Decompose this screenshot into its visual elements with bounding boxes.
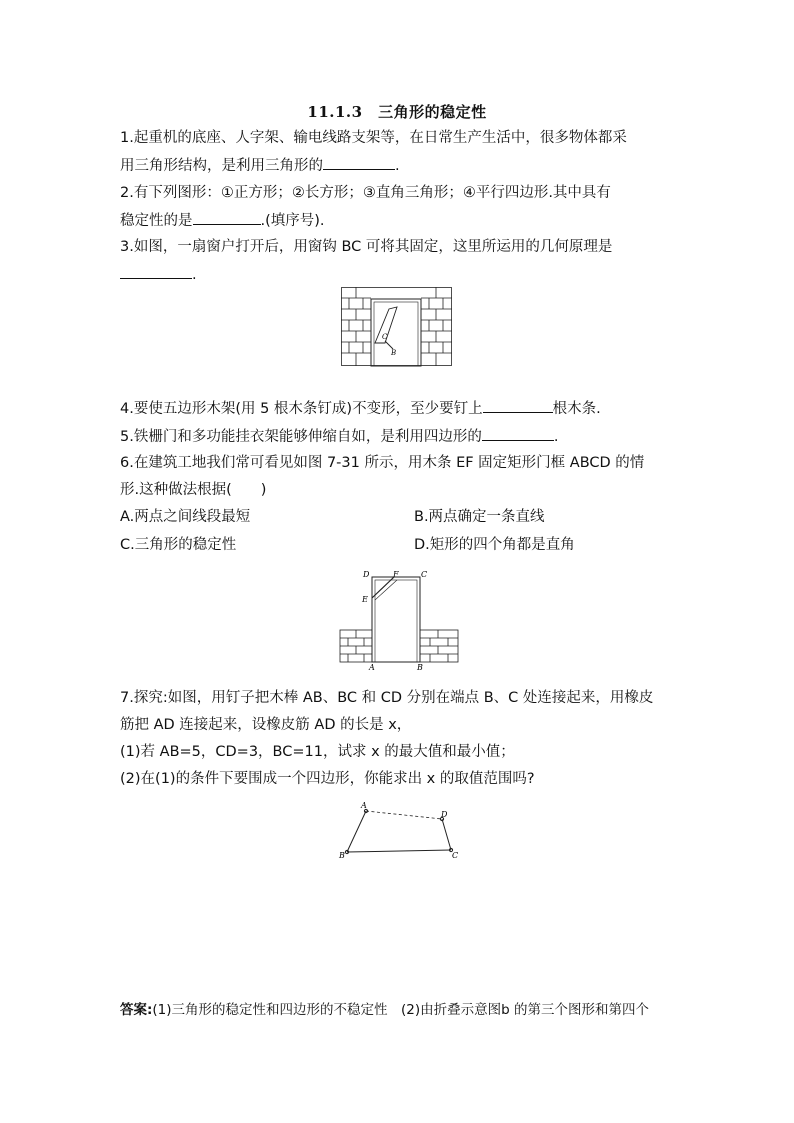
question-7-line-2: 筋把 AD 连接起来，设橡皮筋 AD 的长是 x，	[120, 717, 412, 733]
point-d-label: D	[441, 810, 448, 819]
option-c[interactable]: C.三角形的稳定性	[120, 537, 237, 553]
point-a-label: A	[361, 801, 367, 810]
option-d[interactable]: D.矩形的四个角都是直角	[414, 537, 575, 553]
point-d-label: D	[363, 570, 370, 579]
question-1-end: .	[395, 158, 400, 174]
segment-ab	[347, 811, 366, 852]
question-3-line-1: 3.如图，一扇窗户打开后，用窗钩 BC 可将其固定，这里所运用的几何原理是	[120, 239, 613, 255]
question-2-line-1: 2.有下列图形：①正方形；②长方形；③直角三角形；④平行四边形.其中具有	[120, 185, 611, 201]
question-1-line-2	[120, 155, 400, 176]
right-brick-wall	[420, 630, 458, 662]
point-c-label: C	[382, 333, 388, 341]
question-2-line-2	[120, 210, 325, 231]
point-e-label: E	[362, 595, 368, 604]
window-hook	[385, 341, 393, 349]
answer-blank-3[interactable]	[120, 264, 192, 279]
question-2-end: .(填序号).	[260, 213, 325, 229]
answer-blank-1[interactable]	[323, 155, 395, 170]
question-3-line-2	[120, 264, 197, 285]
answer-blank-4[interactable]	[483, 398, 553, 413]
option-b[interactable]: B.两点确定一条直线	[414, 509, 545, 525]
point-c-label: C	[452, 851, 459, 860]
answer-label: 答案:	[120, 1002, 153, 1018]
page-title: 11.1.3 三角形的稳定性	[307, 103, 487, 121]
window-figure	[341, 287, 453, 367]
question-5-end: .	[553, 429, 559, 445]
question-1-line-1: 1.起重机的底座、人字架、输电线路支架等，在日常生产生活中，很多物体都采	[120, 130, 627, 146]
question-7-part-2: (2)在(1)的条件下要围成一个四边形，你能求出 x 的取值范围吗?	[120, 771, 535, 787]
segment-cd	[442, 819, 451, 850]
question-3-end: .	[192, 267, 197, 283]
question-7-part-1: (1)若 AB=5，CD=3，BC=11，试求 x 的最大值和最小值；	[120, 744, 515, 760]
point-b-label: B	[339, 851, 345, 860]
question-4-line	[120, 398, 601, 419]
question-5-line	[120, 426, 558, 447]
point-f-label: F	[393, 570, 399, 579]
left-brick-wall	[341, 287, 371, 366]
point-a-label: A	[369, 663, 375, 672]
question-4-text: 4.要使五边形木架(用 5 根木条钉成)不变形，至少要钉上	[120, 401, 483, 417]
door-frame-figure	[338, 568, 462, 672]
answer-blank-2[interactable]	[193, 210, 261, 225]
option-a[interactable]: A.两点之间线段最短	[120, 509, 251, 525]
quadrilateral-figure	[338, 800, 462, 862]
answer-text: (1)三角形的稳定性和四边形的不稳定性 (2)由折叠示意图b 的第三个图形和第四个	[152, 1002, 650, 1018]
point-b-label: B	[391, 349, 397, 357]
left-brick-wall	[340, 630, 372, 662]
question-1-text: 用三角形结构，是利用三角形的	[120, 158, 323, 174]
door-frame	[372, 577, 420, 662]
question-7-line-1: 7.探究:如图，用钉子把木棒 AB、BC 和 CD 分别在端点 B、C 处连接起来，用橡皮	[120, 690, 654, 706]
rubber-band-ad	[366, 811, 442, 819]
point-c-label: C	[421, 570, 428, 579]
point-b-label: B	[417, 663, 423, 672]
question-4-end: 根木条.	[552, 401, 601, 417]
question-6-line-2: 形.这种做法根据( )	[120, 482, 267, 498]
question-2-text: 稳定性的是	[120, 213, 193, 229]
question-5-text: 5.铁栅门和多功能挂衣架能够伸缩自如，是利用四边形的	[120, 429, 482, 445]
right-brick-wall	[421, 287, 452, 366]
answer-blank-5[interactable]	[482, 426, 554, 441]
answer-section	[120, 1000, 649, 1020]
question-6-line-1: 6.在建筑工地我们常可看见如图 7-31 所示，用木条 EF 固定矩形门框 ABCD 的情	[120, 455, 645, 471]
segment-bc	[347, 850, 451, 852]
